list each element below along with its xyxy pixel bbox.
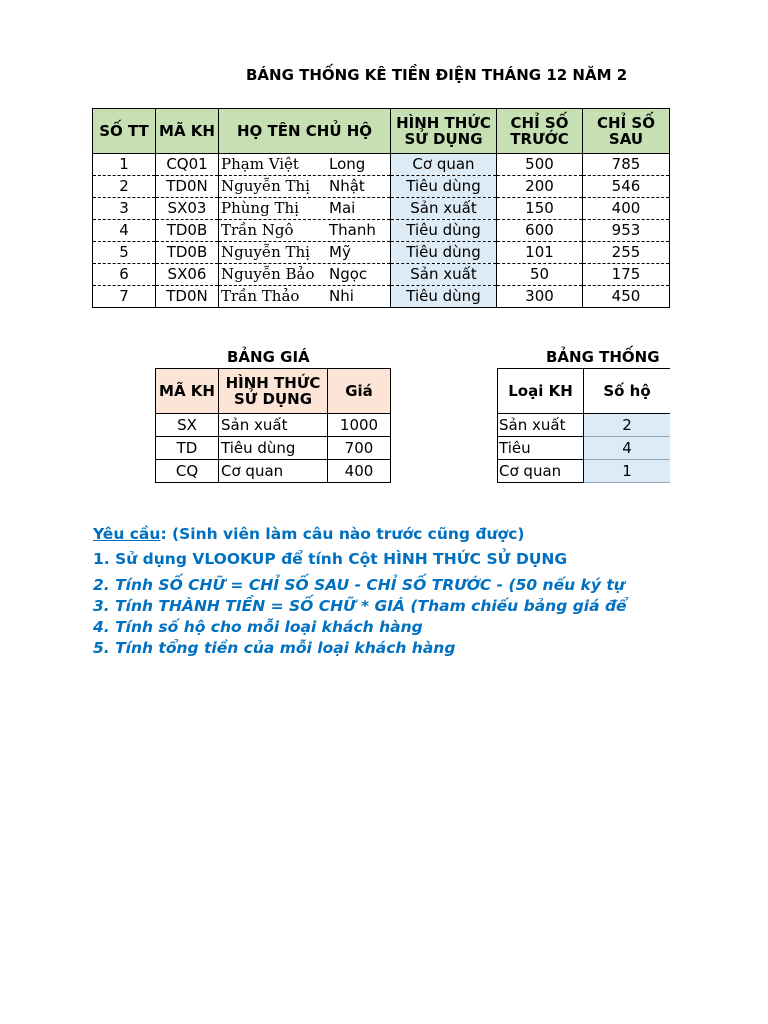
cell-ten: Thanh [329, 221, 376, 239]
cell-ho-ten[interactable] [219, 286, 391, 308]
cell-ho: Phùng Thị [221, 199, 299, 217]
price-cell-hinh[interactable]: Cơ quan [219, 460, 328, 483]
stats-table-title: BẢNG THỐNG [546, 348, 660, 366]
cell-chi-so-sau[interactable]: 546 [583, 176, 670, 198]
page-right-margin [670, 0, 768, 1024]
cell-chi-so-sau[interactable]: 785 [583, 154, 670, 176]
cell-ho: Phạm Việt [221, 155, 299, 173]
cell-stt[interactable]: 1 [93, 154, 156, 176]
electricity-table [92, 108, 670, 308]
cell-stt[interactable]: 6 [93, 264, 156, 286]
cell-ten: Ngọc [329, 265, 368, 283]
cell-ma-kh[interactable]: SX06 [156, 264, 219, 286]
cell-chi-so-truoc[interactable]: 50 [497, 264, 583, 286]
col-header-hinh-thuc: HÌNH THỨC SỬ DỤNG [391, 109, 497, 154]
cell-ho: Trần Ngô [221, 221, 294, 239]
stats-cell-loai[interactable]: Sản xuất [498, 414, 584, 437]
requirements-label: Yêu cầu [93, 525, 161, 543]
cell-stt[interactable]: 3 [93, 198, 156, 220]
cell-chi-so-sau[interactable]: 953 [583, 220, 670, 242]
requirements-intro: : (Sinh viên làm câu nào trước cũng được) [160, 525, 525, 543]
col-header-stt: SỐ TT [93, 109, 156, 154]
cell-chi-so-sau[interactable]: 255 [583, 242, 670, 264]
cell-chi-so-sau[interactable]: 450 [583, 286, 670, 308]
table-row [498, 414, 671, 437]
price-table-title: BẢNG GIÁ [227, 348, 310, 366]
stats-header-loai: Loại KH [498, 369, 584, 414]
cell-ma-kh[interactable]: SX03 [156, 198, 219, 220]
price-table [155, 368, 391, 483]
price-cell-gia[interactable]: 700 [328, 437, 391, 460]
cell-ho-ten[interactable] [219, 198, 391, 220]
col-header-ho-ten: HỌ TÊN CHỦ HỘ [219, 109, 391, 154]
cell-ma-kh[interactable]: TD0N [156, 176, 219, 198]
cell-ten: Mỹ [329, 243, 351, 261]
header-row [498, 369, 671, 414]
price-cell-ma[interactable]: SX [156, 414, 219, 437]
cell-hinh-thuc[interactable]: Tiêu dùng [391, 286, 497, 308]
cell-ho: Nguyễn Thị [221, 243, 310, 261]
cell-hinh-thuc[interactable]: Sản xuất [391, 264, 497, 286]
table-row [156, 437, 391, 460]
table-row [93, 264, 670, 286]
stats-cell-loai[interactable]: Cơ quan [498, 460, 584, 483]
cell-ma-kh[interactable]: TD0B [156, 242, 219, 264]
col-header-chi-so-truoc: CHỈ SỐ TRƯỚC [497, 109, 583, 154]
table-row [156, 414, 391, 437]
price-header-ma-kh: MÃ KH [156, 369, 219, 414]
cell-stt[interactable]: 4 [93, 220, 156, 242]
cell-chi-so-truoc[interactable]: 600 [497, 220, 583, 242]
cell-ho: Nguyễn Bảo [221, 265, 315, 283]
price-cell-hinh[interactable]: Tiêu dùng [219, 437, 328, 460]
cell-ho-ten[interactable] [219, 220, 391, 242]
col-header-ma-kh: MÃ KH [156, 109, 219, 154]
cell-hinh-thuc[interactable]: Tiêu dùng [391, 242, 497, 264]
stats-table [497, 368, 671, 483]
stats-cell-so-ho[interactable]: 2 [584, 414, 671, 437]
cell-chi-so-truoc[interactable]: 200 [497, 176, 583, 198]
cell-chi-so-truoc[interactable]: 150 [497, 198, 583, 220]
cell-hinh-thuc[interactable]: Tiêu dùng [391, 220, 497, 242]
requirement-item: 2. Tính SỐ CHỮ = CHỈ SỐ SAU - CHỈ SỐ TRƯỚC - (50 nếu ký tự [93, 576, 625, 594]
cell-stt[interactable]: 2 [93, 176, 156, 198]
table-row [498, 437, 671, 460]
cell-chi-so-truoc[interactable]: 500 [497, 154, 583, 176]
price-cell-ma[interactable]: CQ [156, 460, 219, 483]
cell-ten: Mai [329, 199, 356, 217]
header-row [93, 109, 670, 154]
cell-chi-so-truoc[interactable]: 101 [497, 242, 583, 264]
cell-ho-ten[interactable] [219, 154, 391, 176]
cell-ho: Nguyễn Thị [221, 177, 310, 195]
cell-ma-kh[interactable]: CQ01 [156, 154, 219, 176]
cell-ma-kh[interactable]: TD0B [156, 220, 219, 242]
requirements-heading [93, 525, 524, 543]
cell-ho-ten[interactable] [219, 176, 391, 198]
price-cell-gia[interactable]: 400 [328, 460, 391, 483]
stats-header-so-ho: Số hộ [584, 369, 671, 414]
cell-hinh-thuc[interactable]: Sản xuất [391, 198, 497, 220]
price-header-gia: Giá [328, 369, 391, 414]
cell-ho-ten[interactable] [219, 242, 391, 264]
table-row [93, 198, 670, 220]
cell-ten: Nhi [329, 287, 354, 305]
cell-chi-so-truoc[interactable]: 300 [497, 286, 583, 308]
cell-ten: Long [329, 155, 366, 173]
cell-ma-kh[interactable]: TD0N [156, 286, 219, 308]
price-header-hinh-thuc: HÌNH THỨC SỬ DỤNG [219, 369, 328, 414]
requirement-item: 1. Sử dụng VLOOKUP để tính Cột HÌNH THỨC SỬ DỤNG [93, 550, 568, 568]
requirement-item: 4. Tính số hộ cho mỗi loại khách hàng [93, 618, 423, 636]
table-row [156, 460, 391, 483]
requirement-item: 5. Tính tổng tiền của mỗi loại khách hàng [93, 639, 456, 657]
table-row [498, 460, 671, 483]
stats-cell-loai[interactable]: Tiêu [498, 437, 584, 460]
price-cell-hinh[interactable]: Sản xuất [219, 414, 328, 437]
cell-ten: Nhật [329, 177, 365, 195]
table-row [93, 176, 670, 198]
stats-cell-so-ho[interactable]: 4 [584, 437, 671, 460]
price-cell-gia[interactable]: 1000 [328, 414, 391, 437]
table-row [93, 220, 670, 242]
table-row [93, 286, 670, 308]
cell-stt[interactable]: 5 [93, 242, 156, 264]
page-title: BÁNG THỐNG KÊ TIỀN ĐIỆN THÁNG 12 NĂM 2 [246, 66, 628, 84]
cell-stt[interactable]: 7 [93, 286, 156, 308]
price-cell-ma[interactable]: TD [156, 437, 219, 460]
cell-ho: Trần Thảo [221, 287, 300, 305]
cell-hinh-thuc[interactable]: Cơ quan [391, 154, 497, 176]
header-row [156, 369, 391, 414]
table-row [93, 154, 670, 176]
table-row [93, 242, 670, 264]
cell-hinh-thuc[interactable]: Tiêu dùng [391, 176, 497, 198]
col-header-chi-so-sau: CHỈ SỐ SAU [583, 109, 670, 154]
stats-cell-so-ho[interactable]: 1 [584, 460, 671, 483]
cell-ho-ten[interactable] [219, 264, 391, 286]
cell-chi-so-sau[interactable]: 400 [583, 198, 670, 220]
requirement-item: 3. Tính THÀNH TIỀN = SỐ CHỮ * GIÁ (Tham chiếu bảng giá để [93, 597, 627, 615]
cell-chi-so-sau[interactable]: 175 [583, 264, 670, 286]
